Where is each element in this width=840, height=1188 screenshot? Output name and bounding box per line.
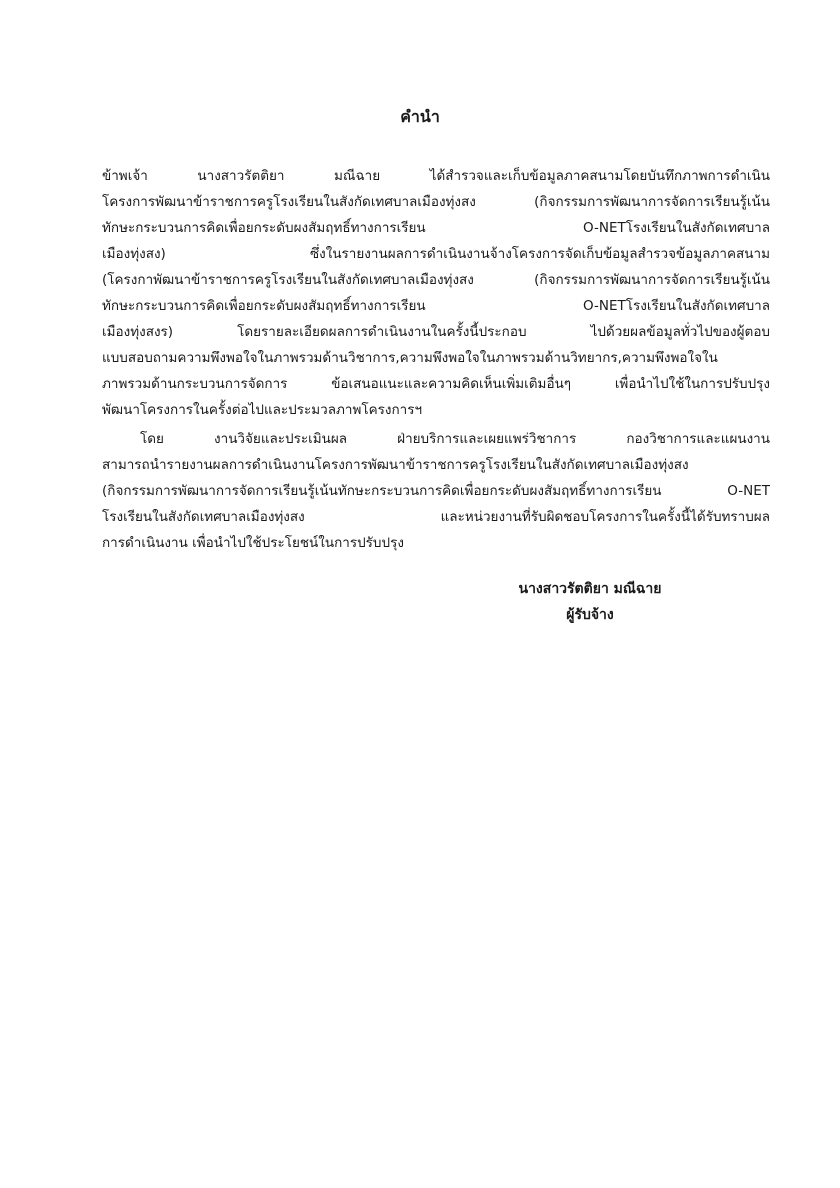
paragraph-line: โครงการพัฒนาข้าราชการครูโรงเรียนในสังกัดเทศบาลเมืองทุ่งสง (กิจกรรมการพัฒนาการจัดการเรียนรู้เน้น — [102, 194, 770, 210]
paragraph-line: ข้าพเจ้า นางสาวรัตติยา มณีฉาย ได้สำรวจและเก็บข้อมูลภาคสนามโดยบันทึกภาพการดำเนิน — [102, 168, 770, 184]
paragraph-line: โดย งานวิจัยและประเมินผล ฝ่ายบริการและเผยแพร่วิชาการ กองวิชาการและแผนงาน — [140, 431, 770, 447]
paragraph-line: ทักษะกระบวนการคิดเพื่อยกระดับผงสัมฤทธิ์ทางการเรียน O-NETโรงเรียนในสังกัดเทศบาล — [102, 220, 770, 236]
signature-name: นางสาวรัตติยา มณีฉาย — [518, 581, 662, 597]
signature-block — [460, 576, 720, 628]
paragraph-line: เมืองทุ่งสง) ซึ่งในรายงานผลการดำเนินงานจ้างโครงการจัดเก็บข้อมูลสำรวจข้อมูลภาคสนาม — [102, 246, 770, 262]
paragraph-1 — [102, 163, 770, 423]
paragraph-line: เมืองทุ่งสงร) โดยรายละเอียดผลการดำเนินงานในครั้งนี้ประกอบ ไปด้วยผลข้อมูลทั่วไปของผู้ตอบ — [102, 324, 770, 340]
paragraph-line: การดำเนินงาน เพื่อนำไปใช้ประโยชน์ในการปรับปรุง — [102, 535, 404, 551]
paragraph-line: แบบสอบถามความพึงพอใจในภาพรวมด้านวิชาการ,ความพึงพอใจในภาพรวมด้านวิทยากร,ความพึงพอใจใน — [102, 350, 718, 366]
page-title: คำนำ — [400, 107, 440, 126]
paragraph-line: ภาพรวมด้านกระบวนการจัดการ ข้อเสนอแนะและความคิดเห็นเพิ่มเติมอื่นๆ เพื่อนำไปใช้ในการปรับปรุง — [102, 376, 770, 392]
paragraph-2 — [102, 426, 770, 556]
paragraph-line: สามารถนำรายงานผลการดำเนินงานโครงการพัฒนาข้าราชการครูโรงเรียนในสังกัดเทศบาลเมืองทุ่งสง — [102, 457, 689, 473]
paragraph-line: ทักษะกระบวนการคิดเพื่อยกระดับผงสัมฤทธิ์ทางการเรียน O-NETโรงเรียนในสังกัดเทศบาล — [102, 298, 770, 314]
signature-role: ผู้รับจ้าง — [566, 607, 614, 623]
paragraph-line: (โครงกาพัฒนาข้าราชการครูโรงเรียนในสังกัดเทศบาลเมืองทุ่งสง (กิจกรรมการพัฒนาการจัดการเรียนรู้เน้น — [102, 272, 770, 288]
paragraph-line: โรงเรียนในสังกัดเทศบาลเมืองทุ่งสง และหน่วยงานที่รับผิดชอบโครงการในครั้งนี้ได้รับทราบผล — [102, 509, 770, 525]
paragraph-line: พัฒนาโครงการในครั้งต่อไปและประมวลภาพโครงการฯ — [102, 402, 423, 418]
paragraph-line: (กิจกรรมการพัฒนาการจัดการเรียนรู้เน้นทักษะกระบวนการคิดเพื่อยกระดับผงสัมฤทธิ์ทางการเรียน O-NET — [102, 483, 770, 499]
